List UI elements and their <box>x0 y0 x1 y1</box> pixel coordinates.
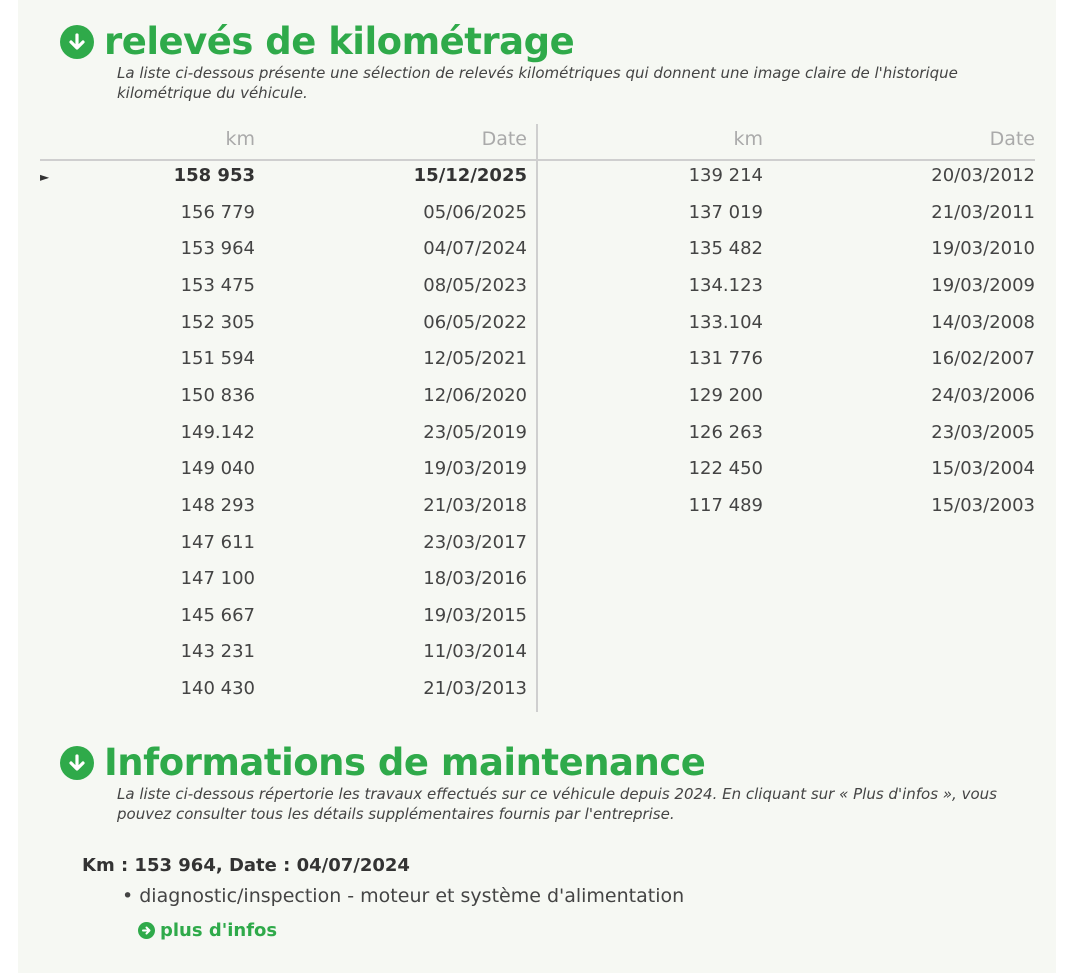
mileage-date-cell: 11/03/2014 <box>423 641 527 662</box>
more-info-link-label: plus d'infos <box>160 920 278 941</box>
mileage-km-cell: 147 611 <box>180 532 255 553</box>
maintenance-section-title: Informations de maintenance <box>104 741 706 784</box>
column-header-km-right: km <box>733 128 763 150</box>
mileage-date-cell: 16/02/2007 <box>931 348 1035 369</box>
mileage-date-cell: 05/06/2025 <box>423 202 527 223</box>
mileage-km-cell: 137 019 <box>688 202 763 223</box>
mileage-km-cell: 135 482 <box>688 238 763 259</box>
mileage-date-cell: 23/05/2019 <box>423 422 527 443</box>
mileage-km-cell: 153 964 <box>180 238 255 259</box>
mileage-date-cell: 04/07/2024 <box>423 238 527 259</box>
column-header-km-left: km <box>225 128 255 150</box>
current-row-marker-icon: ► <box>40 170 50 184</box>
mileage-km-cell: 145 667 <box>180 605 255 626</box>
mileage-km-cell: 143 231 <box>180 641 255 662</box>
circle-arrow-down-icon <box>60 746 94 780</box>
mileage-km-cell: 149 040 <box>180 458 255 479</box>
mileage-section-header <box>60 20 575 63</box>
mileage-km-cell: 156 779 <box>180 202 255 223</box>
mileage-date-cell: 14/03/2008 <box>931 312 1035 333</box>
table-column-divider <box>536 124 538 712</box>
mileage-km-cell: 126 263 <box>688 422 763 443</box>
mileage-date-cell: 08/05/2023 <box>423 275 527 296</box>
mileage-km-cell: 139 214 <box>688 165 763 186</box>
mileage-km-cell: 131 776 <box>688 348 763 369</box>
mileage-date-cell: 21/03/2018 <box>423 495 527 516</box>
mileage-date-cell: 20/03/2012 <box>931 165 1035 186</box>
mileage-section-description: La liste ci-dessous présente une sélection de relevés kilométriques qui donnent une image claire de l'historique kilométrique du véhicule. <box>117 64 958 102</box>
mileage-date-cell: 21/03/2013 <box>423 678 527 699</box>
mileage-date-cell: 24/03/2006 <box>931 385 1035 406</box>
column-header-date-right: Date <box>989 128 1035 150</box>
mileage-km-cell: 134.123 <box>688 275 763 296</box>
mileage-date-cell: 19/03/2010 <box>931 238 1035 259</box>
mileage-date-cell: 15/03/2004 <box>931 458 1035 479</box>
mileage-date-cell: 18/03/2016 <box>423 568 527 589</box>
mileage-km-cell: 147 100 <box>180 568 255 589</box>
mileage-km-cell: 153 475 <box>180 275 255 296</box>
circle-arrow-down-icon <box>60 25 94 59</box>
more-info-link[interactable] <box>138 920 277 941</box>
mileage-date-cell: 06/05/2022 <box>423 312 527 333</box>
mileage-km-cell: 140 430 <box>180 678 255 699</box>
maintenance-entry-header: Km : 153 964, Date : 04/07/2024 <box>82 855 410 876</box>
mileage-km-cell: 122 450 <box>688 458 763 479</box>
mileage-date-cell: 12/05/2021 <box>423 348 527 369</box>
circle-arrow-right-icon <box>138 922 155 939</box>
mileage-km-cell: 129 200 <box>688 385 763 406</box>
mileage-km-cell: 148 293 <box>180 495 255 516</box>
mileage-km-cell: 133.104 <box>688 312 763 333</box>
mileage-date-cell: 19/03/2019 <box>423 458 527 479</box>
maintenance-entry-item: • diagnostic/inspection - moteur et système d'alimentation <box>122 885 685 907</box>
mileage-km-cell: 149.142 <box>180 422 255 443</box>
mileage-date-cell: 15/12/2025 <box>413 165 527 186</box>
mileage-date-cell: 21/03/2011 <box>931 202 1035 223</box>
mileage-date-cell: 15/03/2003 <box>931 495 1035 516</box>
mileage-date-cell: 19/03/2009 <box>931 275 1035 296</box>
mileage-km-cell: 158 953 <box>173 165 255 186</box>
mileage-km-cell: 152 305 <box>180 312 255 333</box>
mileage-date-cell: 19/03/2015 <box>423 605 527 626</box>
mileage-km-cell: 151 594 <box>180 348 255 369</box>
mileage-date-cell: 12/06/2020 <box>423 385 527 406</box>
mileage-km-cell: 117 489 <box>688 495 763 516</box>
maintenance-section-description: La liste ci-dessous répertorie les travaux effectués sur ce véhicule depuis 2024. En cliquant sur « Plus d'infos », vous pouvez consulter tous les détails supplémentaires fournis par l'entreprise. <box>117 785 997 823</box>
maintenance-section-header <box>60 741 706 784</box>
mileage-km-cell: 150 836 <box>180 385 255 406</box>
column-header-date-left: Date <box>481 128 527 150</box>
mileage-date-cell: 23/03/2017 <box>423 532 527 553</box>
mileage-date-cell: 23/03/2005 <box>931 422 1035 443</box>
mileage-section-title: relevés de kilométrage <box>104 20 575 63</box>
